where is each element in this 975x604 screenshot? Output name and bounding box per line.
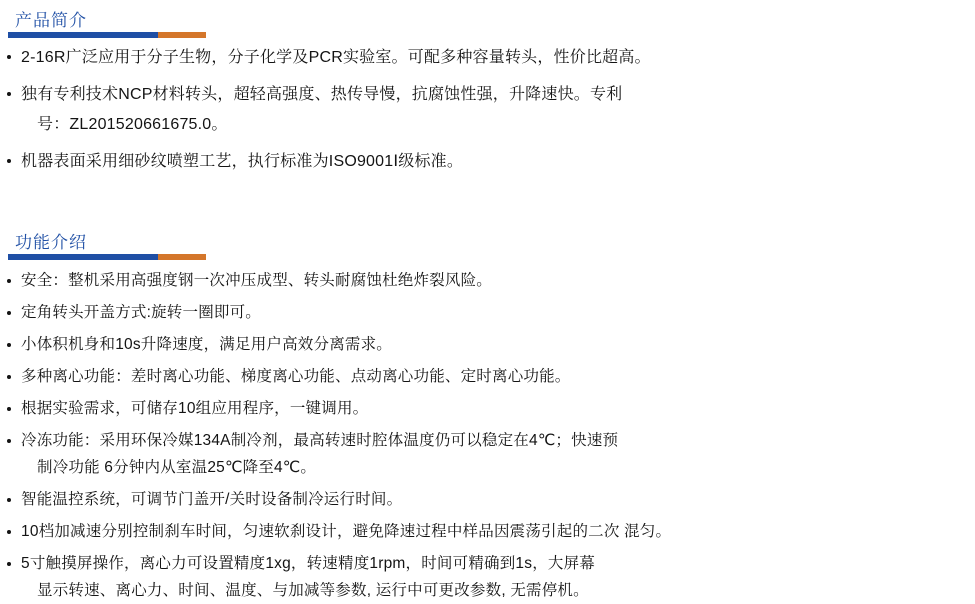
- list-item: [0, 80, 975, 140]
- section-header: [0, 228, 975, 262]
- list-item: [0, 395, 975, 422]
- list-item: [0, 299, 975, 326]
- bullet-dot-icon: [7, 439, 11, 443]
- features-list: [0, 267, 975, 604]
- bullet-dot-icon: [7, 562, 11, 566]
- heading-rule-accent: [158, 254, 206, 260]
- list-item: [0, 427, 975, 481]
- list-item: [0, 267, 975, 294]
- bullet-dot-icon: [7, 159, 11, 163]
- list-item-line1: 多种离心功能：差时离心功能、梯度离心功能、点动离心功能、定时离心功能。: [21, 368, 571, 385]
- bullet-dot-icon: [7, 498, 11, 502]
- list-item-line2: 显示转速、离心力、时间、温度、与加减等参数, 运行中可更改参数, 无需停机。: [37, 582, 589, 599]
- list-item-line1: 根据实验需求，可储存10组应用程序，一键调用。: [21, 400, 369, 417]
- list-item: [0, 550, 975, 604]
- bullet-dot-icon: [7, 530, 11, 534]
- bullet-dot-icon: [7, 343, 11, 347]
- list-item: [0, 486, 975, 513]
- bullet-dot-icon: [7, 407, 11, 411]
- list-item-line1: 2-16R广泛应用于分子生物，分子化学及PCR实验室。可配多种容量转头，性价比超高。: [21, 49, 651, 66]
- list-item-line1: 独有专利技术NCP材料转头，超轻高强度、热传导慢，抗腐蚀性强，升降速快。专利: [21, 86, 623, 103]
- list-item-line1: 冷冻功能：采用环保冷媒134A制冷剂，最高转速时腔体温度仍可以稳定在4℃；快速预: [21, 432, 619, 449]
- list-item: [0, 43, 975, 73]
- section-title-product-intro: 产品简介: [15, 11, 87, 30]
- list-item-line1: 安全：整机采用高强度钢一次冲压成型、转头耐腐蚀杜绝炸裂风险。: [21, 272, 493, 289]
- list-item-line1: 智能温控系统，可调节门盖开/关时设备制冷运行时间。: [21, 491, 403, 508]
- list-item: [0, 147, 975, 177]
- list-item-line1: 机器表面采用细砂纹喷塑工艺，执行标准为ISO9001Ⅰ级标准。: [21, 153, 464, 170]
- bullet-dot-icon: [7, 375, 11, 379]
- list-item: [0, 331, 975, 358]
- list-item-line1: 定角转头开盖方式:旋转一圈即可。: [21, 304, 262, 321]
- section-features: [0, 228, 975, 604]
- list-item-line2: 号：ZL201520661675.0。: [37, 116, 228, 133]
- list-item-line1: 10档加减速分别控制刹车时间，匀速软刹设计，避免降速过程中样品因震荡引起的二次 混匀。: [21, 523, 672, 540]
- heading-rule-accent: [158, 32, 206, 38]
- list-item-line1: 小体积机身和10s升降速度，满足用户高效分离需求。: [21, 336, 392, 353]
- bullet-dot-icon: [7, 279, 11, 283]
- section-title-features: 功能介绍: [15, 233, 87, 252]
- list-item-line1: 5寸触摸屏操作，离心力可设置精度1xg，转速精度1rpm，时间可精确到1s，大屏幕: [21, 555, 595, 572]
- list-item: [0, 518, 975, 545]
- list-item-line2: 制冷功能 6分钟内从室温25℃降至4℃。: [37, 459, 317, 476]
- bullet-dot-icon: [7, 55, 11, 59]
- list-item: [0, 363, 975, 390]
- bullet-dot-icon: [7, 311, 11, 315]
- bullet-dot-icon: [7, 92, 11, 96]
- section-product-intro: [0, 6, 975, 177]
- section-header: [0, 6, 975, 40]
- product-intro-list: [0, 43, 975, 177]
